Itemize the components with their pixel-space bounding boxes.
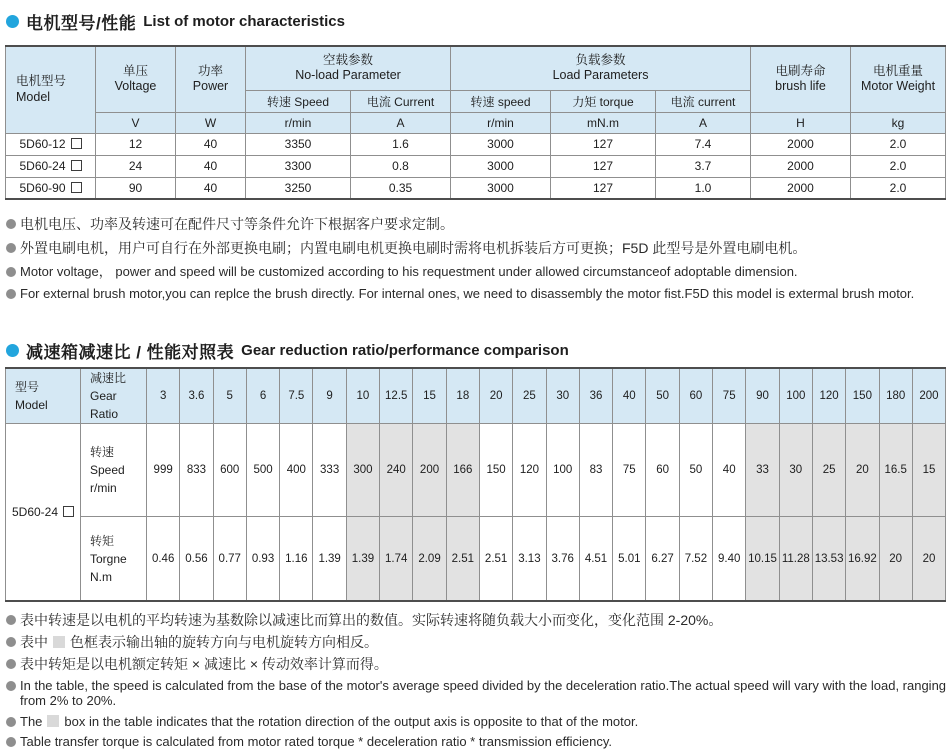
- ratio-col: 20: [479, 368, 512, 424]
- speed-value: 83: [579, 423, 612, 516]
- section2-title-cn: 减速箱减速比 / 性能对照表: [26, 342, 235, 362]
- speed-value: 200: [413, 423, 446, 516]
- speed-value: 240: [380, 423, 413, 516]
- speed-value: 833: [180, 423, 213, 516]
- note-bullet-icon: [6, 289, 16, 299]
- ratio-col: 50: [646, 368, 679, 424]
- torque-value: 0.46: [147, 516, 180, 601]
- ratio-col: 3.6: [180, 368, 213, 424]
- torque-value: 7.52: [679, 516, 712, 601]
- load-current-value: 3.7: [656, 155, 751, 177]
- motor-characteristics-table: [5, 45, 946, 200]
- torque-value: 3.76: [546, 516, 579, 601]
- speed-value: 20: [846, 423, 879, 516]
- ratio-col: 60: [679, 368, 712, 424]
- unit-voltage: V: [96, 112, 176, 133]
- torque-value: 1.39: [313, 516, 346, 601]
- ratio-col: 9: [313, 368, 346, 424]
- speed-value: 15: [912, 423, 945, 516]
- ratio-col: 7.5: [280, 368, 313, 424]
- col-header-motor-weight: 电机重量 Motor Weight: [851, 46, 946, 112]
- brush-life-value: 2000: [751, 177, 851, 199]
- col-header-model: [6, 46, 96, 133]
- power-value: 40: [176, 133, 246, 155]
- brush-life-value: 2000: [751, 133, 851, 155]
- model-cell: 5D60-24: [6, 155, 96, 177]
- gray-box-legend-icon: [47, 715, 59, 727]
- ratio-col: 15: [413, 368, 446, 424]
- model-header-cn: 电机型号: [16, 74, 67, 89]
- unit-noload-speed: r/min: [246, 112, 351, 133]
- model-cell: 5D60-90: [6, 177, 96, 199]
- torque-value: 2.51: [479, 516, 512, 601]
- torque-value: 20: [879, 516, 912, 601]
- torque-value: 1.39: [346, 516, 379, 601]
- gear-model-header: 型号 Model: [6, 368, 81, 424]
- weight-value: 2.0: [851, 177, 946, 199]
- speed-value: 300: [346, 423, 379, 516]
- torque-value: 13.53: [812, 516, 845, 601]
- power-value: 40: [176, 155, 246, 177]
- noload-speed-value: 3250: [246, 177, 351, 199]
- note-item: 电机电压、功率及转速可在配件尺寸等条件允许下根据客户要求定制。: [6, 216, 950, 233]
- torque-value: 2.51: [446, 516, 479, 601]
- model-header-en: Model: [16, 89, 51, 104]
- unit-noload-current: A: [351, 112, 451, 133]
- gear-reduction-table: [5, 367, 946, 603]
- load-torque-value: 127: [551, 155, 656, 177]
- model-cell: 5D60-12: [6, 133, 96, 155]
- note-item: 表中转矩是以电机额定转矩 × 减速比 × 传动效率计算而得。: [6, 656, 950, 673]
- section1-title: [0, 0, 950, 34]
- unit-power: W: [176, 112, 246, 133]
- section1-title-en: List of motor characteristics: [143, 13, 345, 30]
- torque-value: 9.40: [713, 516, 746, 601]
- note-item: Table transfer torque is calculated from motor rated torque * deceleration ratio * transmission efficiency.: [6, 734, 950, 750]
- motor-table-notes: [6, 216, 950, 302]
- gear-table-notes: [6, 612, 950, 750]
- gear-model-cell: 5D60-24: [6, 423, 81, 601]
- subheader-load-current: 电流 current: [656, 90, 751, 112]
- speed-value: 75: [613, 423, 646, 516]
- ratio-col: 30: [546, 368, 579, 424]
- gear-ratio-header: 减速比 Gear Ratio: [81, 368, 147, 424]
- speed-value: 40: [713, 423, 746, 516]
- bullet-dot-icon: [6, 15, 19, 28]
- torque-value: 20: [912, 516, 945, 601]
- gear-torque-row: [6, 516, 946, 601]
- model-placeholder-box: [71, 138, 82, 149]
- ratio-col: 200: [912, 368, 945, 424]
- note-bullet-icon: [6, 659, 16, 669]
- ratio-col: 3: [147, 368, 180, 424]
- note-item: Motor voltage， power and speed will be customized according to his requestment under allowed circumstanceof adoptable dimension.: [6, 264, 950, 280]
- speed-value: 30: [779, 423, 812, 516]
- load-speed-value: 3000: [451, 155, 551, 177]
- col-header-brush-life: 电刷寿命 brush life: [751, 46, 851, 112]
- speed-row-label: 转速 Speed r/min: [81, 423, 147, 516]
- ratio-col: 150: [846, 368, 879, 424]
- section2-title: [0, 338, 950, 363]
- ratio-col: 25: [513, 368, 546, 424]
- noload-speed-value: 3350: [246, 133, 351, 155]
- speed-value: 120: [513, 423, 546, 516]
- bullet-dot-icon: [6, 344, 19, 357]
- motor-row-5d60-12: [6, 133, 946, 155]
- ratio-col: 120: [812, 368, 845, 424]
- speed-value: 166: [446, 423, 479, 516]
- load-speed-value: 3000: [451, 177, 551, 199]
- torque-value: 1.74: [380, 516, 413, 601]
- note-item: 表中转速是以电机的平均转速为基数除以减速比而算出的数值。实际转速将随负载大小而变化，变化范围 2-20%。: [6, 612, 950, 629]
- speed-value: 16.5: [879, 423, 912, 516]
- brush-life-value: 2000: [751, 155, 851, 177]
- load-torque-value: 127: [551, 177, 656, 199]
- voltage-value: 12: [96, 133, 176, 155]
- noload-current-value: 1.6: [351, 133, 451, 155]
- ratio-col: 40: [613, 368, 646, 424]
- load-current-value: 7.4: [656, 133, 751, 155]
- speed-value: 999: [147, 423, 180, 516]
- speed-value: 50: [679, 423, 712, 516]
- voltage-value: 90: [96, 177, 176, 199]
- speed-value: 600: [213, 423, 246, 516]
- weight-value: 2.0: [851, 155, 946, 177]
- col-header-voltage: 单压 Voltage: [96, 46, 176, 112]
- note-bullet-icon: [6, 243, 16, 253]
- torque-value: 0.56: [180, 516, 213, 601]
- motor-row-5d60-24: [6, 155, 946, 177]
- torque-value: 3.13: [513, 516, 546, 601]
- voltage-value: 24: [96, 155, 176, 177]
- torque-value: 4.51: [579, 516, 612, 601]
- torque-value: 16.92: [846, 516, 879, 601]
- note-item: 表中 色框表示输出轴的旋转方向与电机旋转方向相反。: [6, 634, 950, 651]
- load-torque-value: 127: [551, 133, 656, 155]
- section1-title-cn: 电机型号/性能: [26, 14, 137, 33]
- group-header-load: 负载参数 Load Parameters: [451, 46, 751, 90]
- speed-value: 100: [546, 423, 579, 516]
- model-placeholder-box: [71, 160, 82, 171]
- power-value: 40: [176, 177, 246, 199]
- ratio-col: 6: [246, 368, 279, 424]
- subheader-load-torque: 力矩 torque: [551, 90, 656, 112]
- note-item: 外置电刷电机，用户可自行在外部更换电刷；内置电刷电机更换电刷时需将电机拆装后方可更换；F5D 此型号是外置电刷电机。: [6, 240, 950, 257]
- torque-value: 6.27: [646, 516, 679, 601]
- subheader-load-speed: 转速 speed: [451, 90, 551, 112]
- speed-value: 33: [746, 423, 779, 516]
- note-bullet-icon: [6, 219, 16, 229]
- ratio-col: 10: [346, 368, 379, 424]
- ratio-col: 90: [746, 368, 779, 424]
- note-bullet-icon: [6, 637, 16, 647]
- motor-row-5d60-90: [6, 177, 946, 199]
- ratio-col: 100: [779, 368, 812, 424]
- model-placeholder-box: [71, 182, 82, 193]
- col-header-power: 功率 Power: [176, 46, 246, 112]
- speed-value: 333: [313, 423, 346, 516]
- noload-speed-value: 3300: [246, 155, 351, 177]
- note-item: In the table, the speed is calculated from the base of the motor's average speed divided by the deceleration ratio.The actual speed will vary with the load, ranging from 2% to 20%.: [6, 678, 950, 709]
- torque-value: 2.09: [413, 516, 446, 601]
- load-speed-value: 3000: [451, 133, 551, 155]
- speed-value: 500: [246, 423, 279, 516]
- subheader-noload-current: 电流 Current: [351, 90, 451, 112]
- torque-value: 1.16: [280, 516, 313, 601]
- ratio-col: 12.5: [380, 368, 413, 424]
- note-bullet-icon: [6, 681, 16, 691]
- torque-value: 0.77: [213, 516, 246, 601]
- note-bullet-icon: [6, 615, 16, 625]
- note-item: For external brush motor,you can replce the brush directly. For internal ones, we need to disassembly the motor fist.F5D this model is extermal brush motor.: [6, 286, 950, 302]
- unit-brush-life: H: [751, 112, 851, 133]
- noload-current-value: 0.35: [351, 177, 451, 199]
- ratio-col: 5: [213, 368, 246, 424]
- gear-speed-row: [6, 423, 946, 516]
- ratio-col: 180: [879, 368, 912, 424]
- subheader-noload-speed: 转速 Speed: [246, 90, 351, 112]
- ratio-col: 36: [579, 368, 612, 424]
- load-current-value: 1.0: [656, 177, 751, 199]
- note-bullet-icon: [6, 737, 16, 747]
- speed-value: 60: [646, 423, 679, 516]
- unit-motor-weight: kg: [851, 112, 946, 133]
- noload-current-value: 0.8: [351, 155, 451, 177]
- unit-load-current: A: [656, 112, 751, 133]
- torque-value: 0.93: [246, 516, 279, 601]
- note-bullet-icon: [6, 267, 16, 277]
- unit-load-torque: mN.m: [551, 112, 656, 133]
- section2-title-en: Gear reduction ratio/performance comparison: [241, 341, 569, 359]
- note-bullet-icon: [6, 717, 16, 727]
- gray-box-legend-icon: [53, 636, 65, 648]
- torque-value: 11.28: [779, 516, 812, 601]
- group-header-noload: 空载参数 No-load Parameter: [246, 46, 451, 90]
- model-placeholder-box: [63, 506, 74, 517]
- note-item: The box in the table indicates that the rotation direction of the output axis is opposite to that of the motor.: [6, 714, 950, 730]
- ratio-col: 18: [446, 368, 479, 424]
- speed-value: 400: [280, 423, 313, 516]
- torque-value: 5.01: [613, 516, 646, 601]
- torque-row-label: 转矩 Torgne N.m: [81, 516, 147, 601]
- speed-value: 25: [812, 423, 845, 516]
- ratio-col: 75: [713, 368, 746, 424]
- torque-value: 10.15: [746, 516, 779, 601]
- speed-value: 150: [479, 423, 512, 516]
- weight-value: 2.0: [851, 133, 946, 155]
- unit-load-speed: r/min: [451, 112, 551, 133]
